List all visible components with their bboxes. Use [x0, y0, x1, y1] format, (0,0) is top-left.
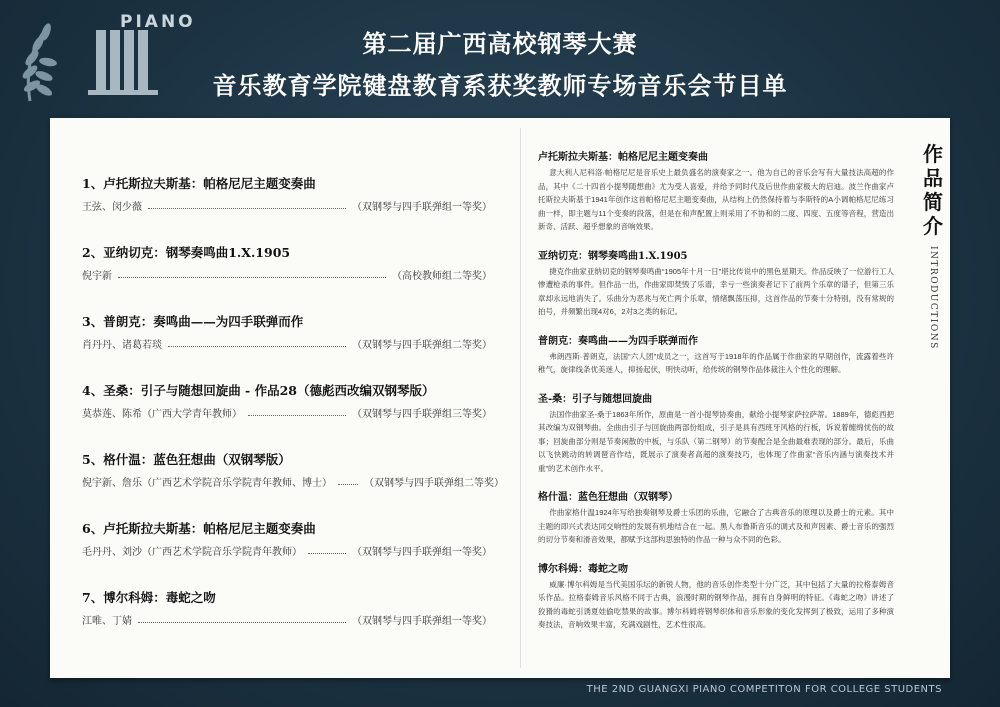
program-item-title: 7、博尔科姆：毒蛇之吻 — [82, 590, 216, 605]
program-item-performers: 毛丹丹、刘沙（广西艺术学院音乐学院青年教师） — [82, 547, 302, 558]
dotted-leader — [148, 207, 346, 209]
intro-item-text: 意大利人尼科洛·帕格尼尼是音乐史上最负盛名的演奏家之一。他为自己的音乐会写有大量技法高超的作品，其中《二十四首小提琴随想曲》尤为受人喜爱，并给予同时代及后世作曲家极大的启迪。波兰作曲家卢托斯拉夫斯基于1941年创作这首帕格尼尼主题变奏曲，从结构上仍然保持着与李斯特的A小调帕格尼尼练习曲一样，即主题与11个变奏的段落，但是在和声配置上则采用了不协和的二度、四度、五度等音程，营造出新奇、活跃、超乎想象的音响效果。 — [538, 168, 894, 231]
intro-item-text: 法国作曲家圣-桑于1863年所作，原曲是一首小提琴协奏曲，献给小提琴家萨拉萨蒂。1889年，德彪西把其改编为双钢琴曲。全曲由引子与回旋曲两部份组成，引子是具有西班牙风格的行板，诉说着缠绵忧伤的故事；回旋曲部分则是节奏闲散的中板，与乐队（第二钢琴）的节奏配合是全曲最难表现的部分。最后，乐曲以飞快跳动的转调琶音作结，既展示了演奏者高超的演奏技巧，也体现了作曲家“音乐内涵与演奏技术并重”的艺术创作水平。 — [538, 409, 894, 473]
program-item — [82, 243, 492, 312]
side-label-char: 品 — [923, 166, 943, 190]
dotted-leader — [248, 414, 346, 416]
program-item-line — [82, 267, 492, 282]
dotted-leader — [118, 276, 386, 278]
intro-item-text: 作曲家格什温1924年写给独奏钢琴及爵士乐团的乐曲，它融合了古典音乐的原理以及爵士的元素。其中主题的即兴式表达同交响性的发展有机地结合在一起。黑人布鲁斯音乐的调式及和声因素、爵士音乐的强烈的切分节奏和滑音效果，都赋予这部构思独特的作品一种与众不同的色彩。 — [538, 508, 894, 544]
intro-item-text: 捷克作曲家亚纳切克的钢琴奏鸣曲“1905年十月一日”堪比传说中的黑色星期天。作品反映了一位游行工人惨遭枪杀的事件。但作品一出，作曲家即焚毁了乐谱，幸亏一些演奏者记下了前两个乐章的谱子，但第三乐章却永远地消失了。乐曲分为恶兆与死亡两个乐章，情绪飘荡压抑，这首作品的节奏十分特别，没有常规的拍号，并频繁出现4对6，2对3之类的标记。 — [538, 266, 894, 316]
dotted-leader — [308, 552, 346, 554]
program-item-line — [82, 474, 504, 489]
column-divider — [520, 128, 521, 668]
program-item — [82, 174, 492, 243]
program-item-award: （双钢琴与四手联弹组二等奖） — [352, 340, 492, 351]
program-item-title: 4、圣桑：引子与随想回旋曲 - 作品28（德彪西改编双钢琴版） — [82, 383, 435, 398]
page-subtitle: 音乐教育学院键盘教育系获奖教师专场音乐会节目单 — [212, 71, 788, 100]
program-item-award: （双钢琴与四手联弹组一等奖） — [352, 616, 492, 627]
program-item-title: 3、普朗克：奏鸣曲——为四手联弹而作 — [82, 314, 304, 329]
footer-caption: THE 2ND GUANGXI PIANO COMPETITON FOR COLLEGE STUDENTS — [586, 684, 942, 695]
intro-item-title: 普朗克：奏鸣曲——为四手联弹而作 — [538, 335, 698, 347]
program-item-performers: 王弦、闵少薇 — [82, 202, 142, 213]
program-item-award: （双钢琴与四手联弹组一等奖） — [352, 202, 492, 213]
program-item-award: （双钢琴与四手联弹组二等奖） — [364, 478, 504, 489]
program-item — [82, 312, 492, 381]
page-title: 第二届广西高校钢琴大赛 — [362, 29, 638, 58]
intro-item-title: 卢托斯拉夫斯基：帕格尼尼主题变奏曲 — [538, 152, 708, 163]
program-item-line — [82, 405, 492, 420]
intro-item-title: 圣-桑：引子与随想回旋曲 — [538, 393, 653, 405]
introductions-side-label — [922, 142, 944, 350]
intro-item — [538, 247, 894, 319]
program-sheet — [50, 118, 950, 678]
intro-item — [538, 148, 894, 234]
program-item-line — [82, 336, 492, 351]
intro-item — [538, 560, 894, 632]
program-item-line — [82, 543, 492, 558]
program-item — [82, 381, 492, 450]
program-item-award: （高校教师组二等奖） — [392, 271, 492, 282]
dotted-leader — [338, 483, 358, 485]
program-item-title: 1、卢托斯拉夫斯基：帕格尼尼主题变奏曲 — [82, 176, 316, 191]
intro-item-title: 亚纳切克：钢琴奏鸣曲1.X.1905 — [538, 250, 688, 262]
program-item-award: （双钢琴与四手联弹组一等奖） — [352, 547, 492, 558]
program-item-line — [82, 612, 492, 627]
brand-word: PIANO — [120, 12, 196, 32]
side-label-char: 作 — [923, 142, 943, 166]
program-item-performers: 倪宇新、詹乐（广西艺术学院音乐学院青年教师、博士） — [82, 478, 332, 489]
program-item — [82, 519, 492, 588]
intro-item — [538, 390, 894, 476]
program-item-performers: 肖丹丹、诸葛若琰 — [82, 340, 162, 351]
program-item-line — [82, 198, 492, 213]
program-list — [82, 174, 504, 657]
dotted-leader — [168, 345, 346, 347]
introductions-list — [538, 148, 894, 645]
intro-item-title: 格什温：蓝色狂想曲（双钢琴） — [538, 492, 678, 503]
intro-item-title: 博尔科姆：毒蛇之吻 — [538, 563, 628, 575]
program-item — [82, 588, 492, 657]
side-label-char: 介 — [923, 214, 943, 238]
intro-item — [538, 488, 894, 547]
program-item-title: 5、格什温：蓝色狂想曲（双钢琴版） — [82, 452, 291, 467]
intro-item-text: 威廉·博尔科姆是当代美国乐坛的新锐人物，他的音乐创作类型十分广泛，其中包括了大量的拉格泰姆音乐作品。拉格泰姆音乐风格不同于古典，浪漫时期的钢琴作品，拥有自身鲜明的特征。《毒蛇之吻》讲述了狡猾的毒蛇引诱夏娃偷吃禁果的故事。博尔科姆将钢琴织体和音乐形象的变化发挥到了极致，运用了多种演奏技法，音响效果丰富，充满戏剧性，艺术性很高。 — [538, 579, 894, 629]
intro-item-text: 弗朗西斯·普朗克，法国“六人团”成员之一，这首写于1918年的作品属于作曲家的早期创作，流露着些许稚气，旋律线条优美迷人，抑扬起伏，明快动听，给传统的钢琴作品体裁注入个性化的理解。 — [538, 351, 894, 374]
program-item-performers: 倪宇新 — [82, 271, 112, 282]
side-label-char: 简 — [923, 190, 943, 214]
intro-item — [538, 332, 894, 377]
dotted-leader — [138, 621, 346, 623]
program-item-title: 6、卢托斯拉夫斯基：帕格尼尼主题变奏曲 — [82, 521, 316, 536]
program-item-title: 2、亚纳切克：钢琴奏鸣曲1.X.1905 — [82, 245, 291, 260]
program-item-performers: 莫恭莲、陈希（广西大学青年教师） — [82, 409, 242, 420]
program-item-performers: 江唯、丁婧 — [82, 616, 132, 627]
program-item-award: （双钢琴与四手联弹组三等奖） — [352, 409, 492, 420]
program-item — [82, 450, 504, 519]
page-header — [0, 26, 1000, 104]
side-label-english: INTRODUCTIONS — [928, 246, 938, 350]
